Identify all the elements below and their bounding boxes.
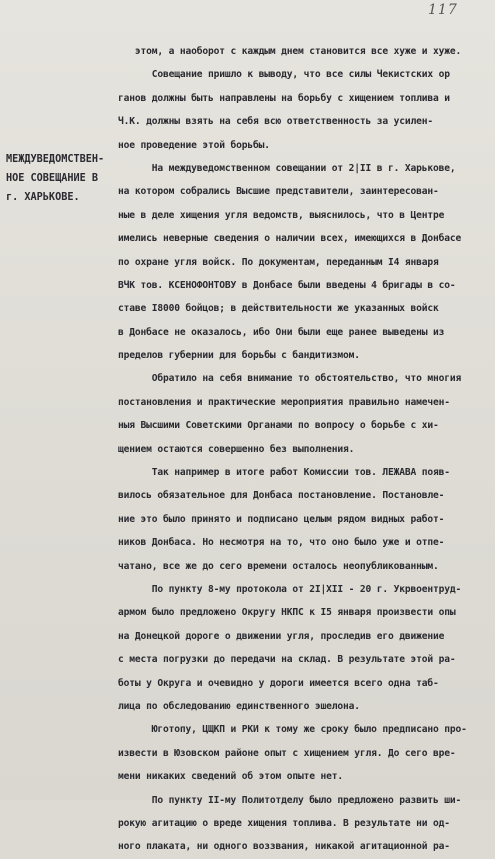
text-line: ное проведение этой борьбы. [118, 139, 270, 151]
text-line: Юготопу, ЦЩКП и РКИ к тому же сроку было предписано про- [118, 724, 467, 736]
text-line: ные в деле хищения угля ведомств, выяснилось, что в Центре [118, 209, 445, 221]
text-line: чатано, все же до сего времени осталось неопубликованным. [118, 560, 439, 572]
text-line: По пункту 8-му протокола от 2I|XII - 20 г. Укрвоентруд- [118, 583, 462, 595]
text-line: в Донбасе не оказалось, ибо Они были еще ранее выведены из [118, 326, 445, 338]
typed-body-text [118, 40, 490, 859]
text-line: постановления и практические мероприятия правильно намечен- [118, 396, 450, 408]
text-line: с места погрузки до передачи на склад. В результате этой ра- [118, 654, 456, 666]
text-line: имелись неверные сведения о наличии всех, имеющихся в Донбасе [118, 233, 462, 245]
text-line: щением остаются совершенно без выполнения. [118, 443, 355, 455]
text-line: ныя Высшими Советскими Органами по вопросу о борьбе с хи- [118, 420, 439, 432]
text-line: по охране угля войск. По документам, переданным I4 января [118, 256, 439, 268]
text-line: ние это было принято и подписано целым рядом видных работ- [118, 513, 445, 525]
text-line: ВЧК тов. КСЕНОФОНТОВУ в Донбасе были введены 4 бригады в со- [118, 279, 456, 291]
page-number: 117 [428, 2, 458, 18]
text-line: этом, а наоборот с каждым днем становится все хуже и хуже. [118, 46, 462, 57]
text-line: Совещание пришло к выводу, что все силы Чекистских ор [118, 69, 450, 81]
margin-heading: МЕЖДУВЕДОМСТВЕН- НОЕ СОВЕЩАНИЕ В г. ХАРЬКОВЕ. [6, 154, 105, 203]
text-line: армом было предложено Округу НКПС к I5 января произвести опы [118, 607, 456, 619]
text-line: По пункту II-му Политотделу было предложено развить ши- [118, 794, 462, 806]
text-line: Ч.К. должны взять на себя всю ответственность за усилен- [118, 116, 434, 128]
text-line: ганов должны быть направлены на борьбу с хищением топлива и [118, 92, 450, 104]
text-line: ного плаката, ни одного воззвания, никакой агитационной ра- [118, 841, 450, 853]
text-line: извести в Юзовском районе опыт с хищением угля. До сего вре- [118, 747, 456, 759]
text-line: На междуведомственном совещании от 2|II в г. Харькове, [118, 162, 456, 174]
text-line: на котором собрались Высшие представители, заинтересован- [118, 186, 439, 198]
text-line: боты у Округа и очевидно у дороги имеется всего одна таб- [118, 677, 439, 689]
text-line: ставе I8000 бойцов; в действительности же указанных войск [118, 303, 439, 315]
text-line: пределов губернии для борьбы с бандитизмом. [118, 350, 360, 362]
text-line: Обратило на себя внимание то обстоятельство, что многия [118, 373, 462, 385]
text-line: вилось обязательное для Донбаса постановление. Постановле- [118, 490, 445, 502]
text-line: Так например в итоге работ Комиссии тов. ЛЕЖАВА появ- [118, 467, 450, 479]
text-line: лица по обследованию единственного эшелона. [118, 700, 360, 712]
text-line: мени никаких сведений об этом опыте нет. [118, 771, 344, 783]
text-line: ников Донбаса. Но несмотря на то, что оно было уже и отпе- [118, 537, 445, 549]
text-line: рокую агитацию о вреде хищения топлива. В результате ни од- [118, 817, 450, 829]
text-line: на Донецкой дороге о движении угля, проследив его движение [118, 630, 445, 642]
